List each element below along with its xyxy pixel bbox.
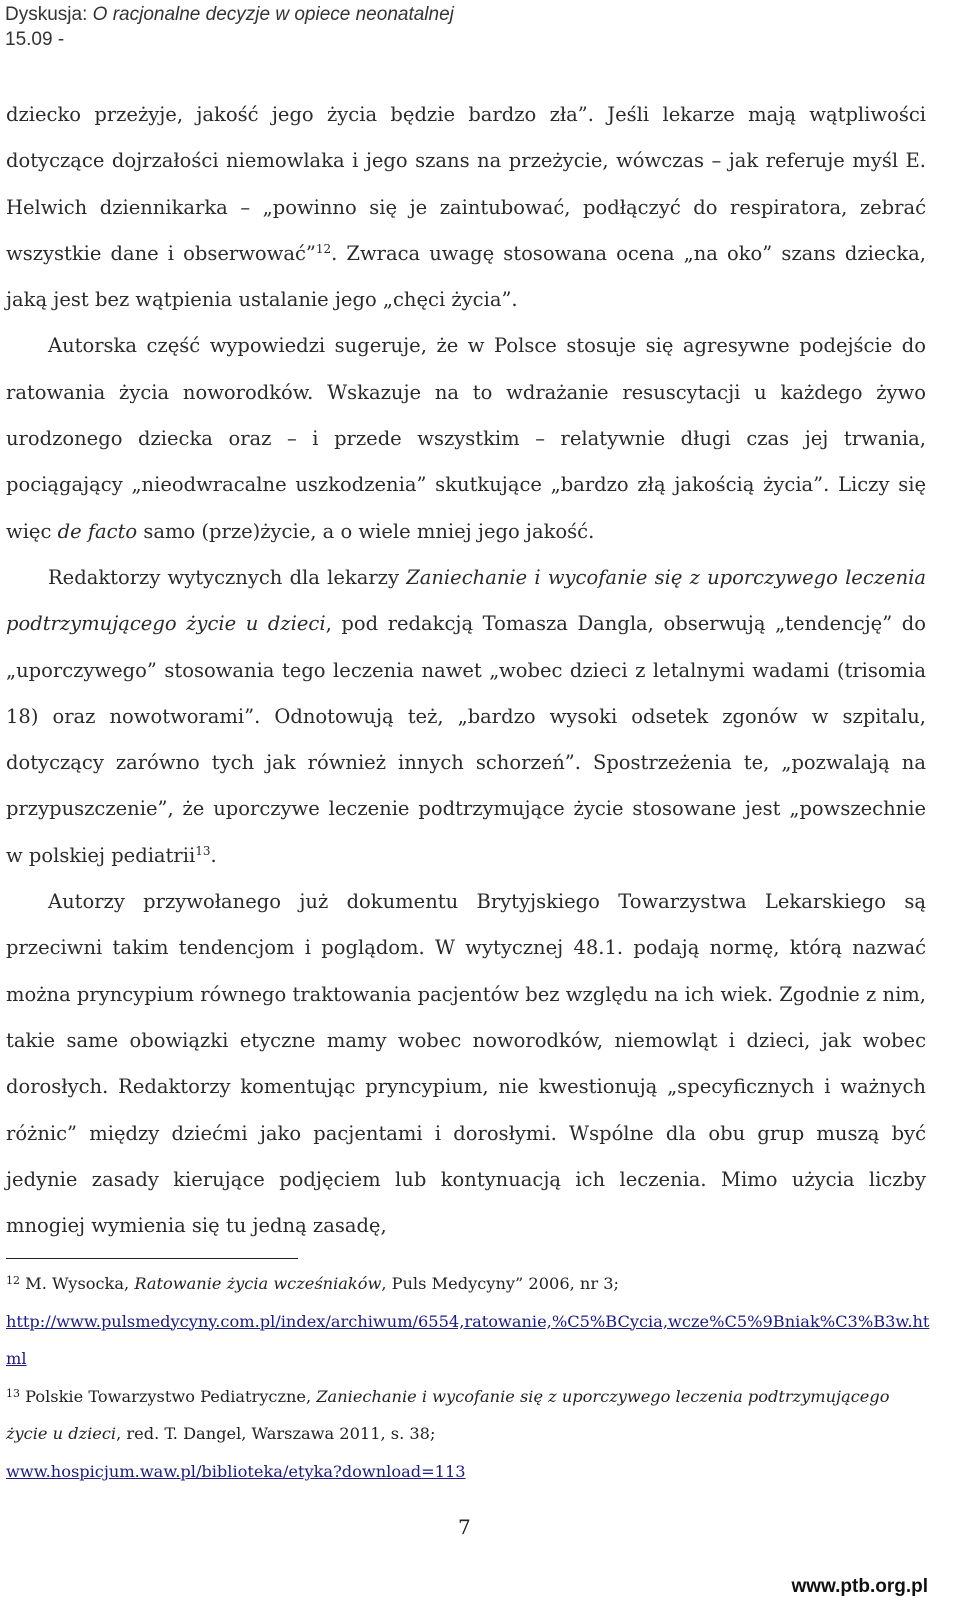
paragraph-3-text-b: , pod redakcją Tomasza Dangla, obserwują „tendencję” do „uporczywego” stosowania tego leczenia nawet „wobec dzieci z letalnymi wadami (trisomia 18) oraz nowotworami”. Odnotowują też, „bardzo wysoki odsetek zgonów w szpitalu, dotyczący zarówno tych jak również innych schorzeń”. Spostrzeżenia te, „pozwalają na przypuszczenie”, że uporczywe leczenie podtrzymujące życie stosowane jest „powszechnie w polskiej pediatrii: [6, 612, 926, 867]
footnote-13-title: Zaniechanie i wycofanie się z uporczywego leczenia podtrzymującego życie u dzieci: [6, 1386, 890, 1444]
paragraph-3-text-a: Redaktorzy wytycznych dla lekarzy: [48, 565, 407, 589]
site-url[interactable]: www.ptb.org.pl: [791, 1576, 928, 1597]
footnote-13-text-a: Polskie Towarzystwo Pediatryczne,: [20, 1386, 317, 1406]
footnote-13-number: 13: [6, 1386, 20, 1400]
paragraph-2-italic: de facto: [57, 519, 138, 543]
footnote-12-link[interactable]: http://www.pulsmedycyny.com.pl/index/archiwum/6554,ratowanie,%C5%BCycia,wcze%C5%9Bniak%C3%B3w.html: [6, 1311, 930, 1369]
paragraph-2-text-a: Autorska część wypowiedzi sugeruje, że w Polsce stosuje się agresywne podejście do ratowania życia noworodków. Wskazuje na to wdrażanie resuscytacji u każdego żywo urodzonego dziecka oraz – i przede wszystkim – relatywnie długi czas jej trwania, pociągający „nieodwracalne uszkodzenia” skutkujące „bardzo złą jakością życia”. Liczy się więc: [6, 334, 926, 543]
paragraph-4: Autorzy przywołanego już dokumentu Brytyjskiego Towarzystwa Lekarskiego są przeciwni takim tendencjom i poglądom. W wytycznej 48.1. podają normę, którą nazwać można pryncypium równego traktowania pacjentów bez względu na ich wiek. Zgodnie z nim, takie same obowiązki etyczne mamy wobec noworodków, niemowląt i dzieci, jak wobec dorosłych. Redaktorzy komentując pryncypium, nie kwestionują „specyficznych i ważnych różnic” między dziećmi jako pacjentami i dorosłymi. Wspólne dla obu grup muszą być jedynie zasady kierujące podjęciem lub kontynuacją ich leczenia. Mimo użycia liczby mnogiej wymienia się tu jedną zasadę,: [6, 890, 926, 1238]
footnote-12-text-b: , Puls Medycyny” 2006, nr 3;: [381, 1274, 619, 1293]
body-text: [6, 92, 926, 1249]
header-title-line: [5, 2, 454, 27]
paragraph-1-text-b: . Zwraca uwagę stosowana ocena „na oko” szans dziecka, jaką jest bez wątpienia ustalanie jego „chęci życia”.: [6, 241, 926, 312]
paragraph-1-text-a: dziecko przeżyje, jakość jego życia będzie bardzo zła”. Jeśli lekarze mają wątpliwości dotyczące dojrzałości niemowlaka i jego szans na przeżycie, wówczas – jak referuje myśl E. Helwich dziennikarka – „powinno się je zaintubować, podłączyć do respiratora, zebrać wszystkie dane i obserwować”: [6, 103, 926, 265]
paragraph-1: [6, 92, 926, 323]
footnote-12: [6, 1265, 931, 1303]
footnote-ref-13[interactable]: 13: [195, 843, 211, 858]
header-title: O racjonalne decyzje w opiece neonatalnej: [92, 4, 454, 25]
footnote-12-title: Ratowanie życia wcześniaków: [134, 1274, 382, 1293]
footnote-12-link-line: [6, 1303, 931, 1378]
footnote-13-link-line: [6, 1453, 931, 1491]
running-header: [5, 2, 454, 52]
footnote-divider: [6, 1258, 298, 1259]
header-prefix: Dyskusja:: [5, 4, 93, 25]
page-number: 7: [458, 1515, 471, 1539]
footnote-13: [6, 1378, 931, 1453]
paragraph-3: [6, 555, 926, 879]
footnotes: [6, 1265, 931, 1491]
footnote-13-text-b: , red. T. Dangel, Warszawa 2011, s. 38;: [116, 1424, 436, 1444]
footnote-12-text-a: M. Wysocka,: [20, 1274, 135, 1293]
header-date: 15.09 -: [5, 29, 65, 50]
paragraph-3-text-c: .: [210, 843, 217, 867]
paragraph-2: [6, 323, 926, 554]
paragraph-2-text-b: samo (prze)życie, a o wiele mniej jego jakość.: [137, 519, 595, 543]
footnote-12-number: 12: [6, 1274, 20, 1287]
footnote-ref-12[interactable]: 12: [315, 241, 332, 256]
paragraph-3-italic-title: Zaniechanie i wycofanie się z uporczywego leczenia podtrzymującego życie u dzieci: [6, 565, 926, 636]
footnote-13-link[interactable]: www.hospicjum.waw.pl/biblioteka/etyka?download=113: [6, 1461, 466, 1481]
